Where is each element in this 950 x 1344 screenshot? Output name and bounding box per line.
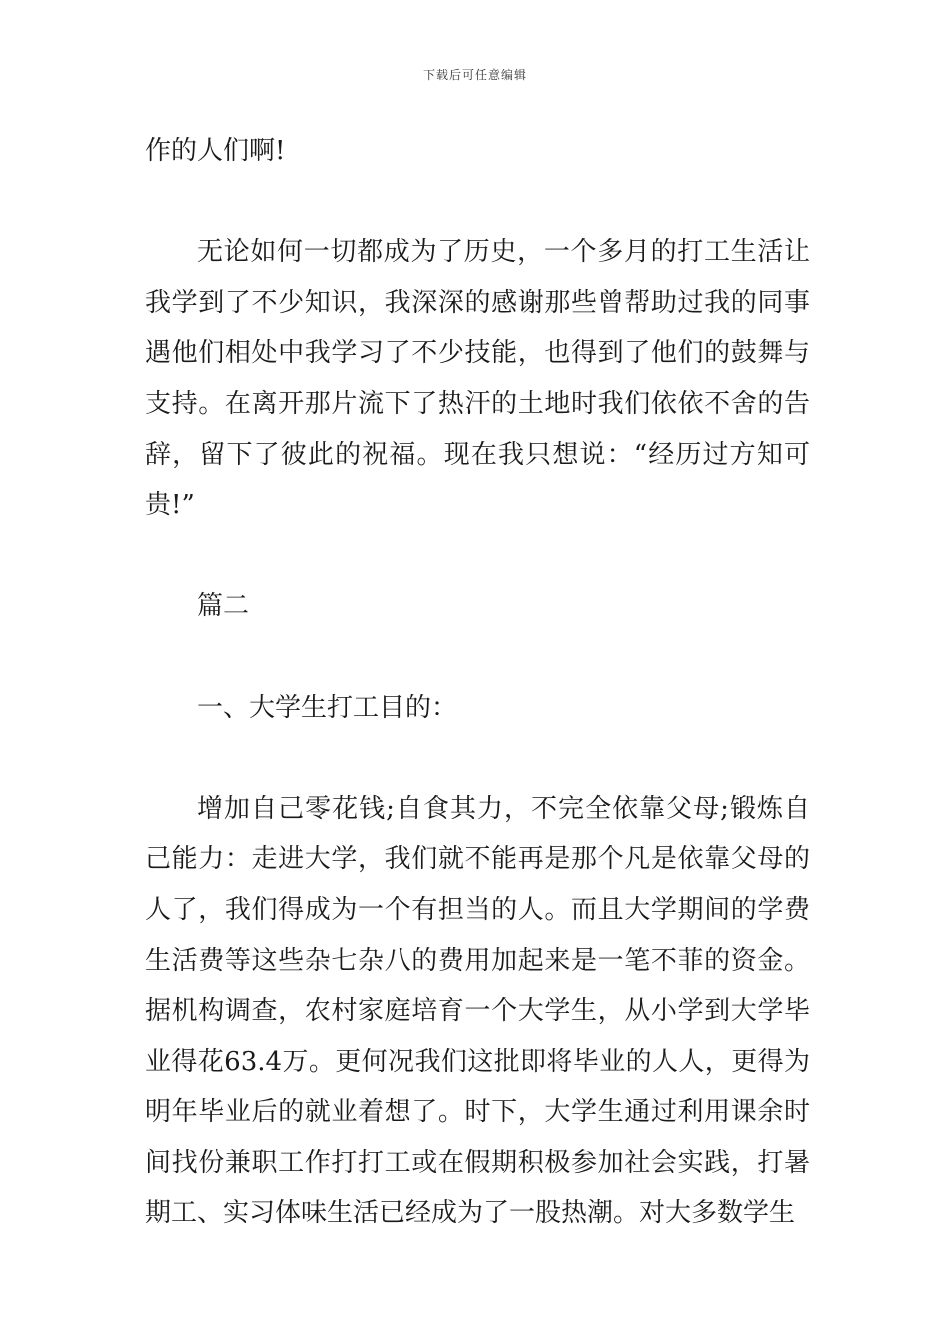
section-subheading-purpose: 一、大学生打工目的：: [197, 692, 458, 723]
paragraph-gap: [145, 733, 810, 784]
paragraph-purpose-body: 增加自己零花钱;自食其力，不完全依靠父母;锻炼自己能力：走进大学，我们就不能再是那个凡是依靠父母的人了，我们得成为一个有担当的人。而且大学期间的学费生活费等这些杂七杂八的费用加起来是一笔不菲的资金。据机构调查，农村家庭培育一个大学生，从小学到大学毕业得花63.4万。更何况我们这批即将毕业的人人，更得为明年毕业后的就业着想了。时下，大学生通过利用课余时间找份兼职工作打打工或在假期积极参加社会实践，打暑期工、实习体味生活已经成为了一股热潮。对大多数学生: [145, 793, 810, 1229]
page-header-note: 下载后可任意编辑: [422, 68, 527, 82]
paragraph-gap: [145, 632, 810, 683]
section-heading-part-two: 篇二: [197, 591, 250, 622]
paragraph-gap: [145, 177, 810, 228]
paragraph-conclusion: 无论如何一切都成为了历史，一个多月的打工生活让我学到了不少知识，我深深的感谢那些曾帮助过我的同事遇他们相处中我学习了不少技能，也得到了他们的鼓舞与支持。在离开那片流下了热汗的土地时我们依依不舍的告辞，留下了彼此的祝福。现在我只想说：“经历过方知可贵!”: [145, 237, 810, 521]
document-body: [145, 126, 810, 1239]
paragraph-gap: [145, 531, 810, 582]
paragraph-continuation: 作的人们啊!: [145, 136, 286, 166]
